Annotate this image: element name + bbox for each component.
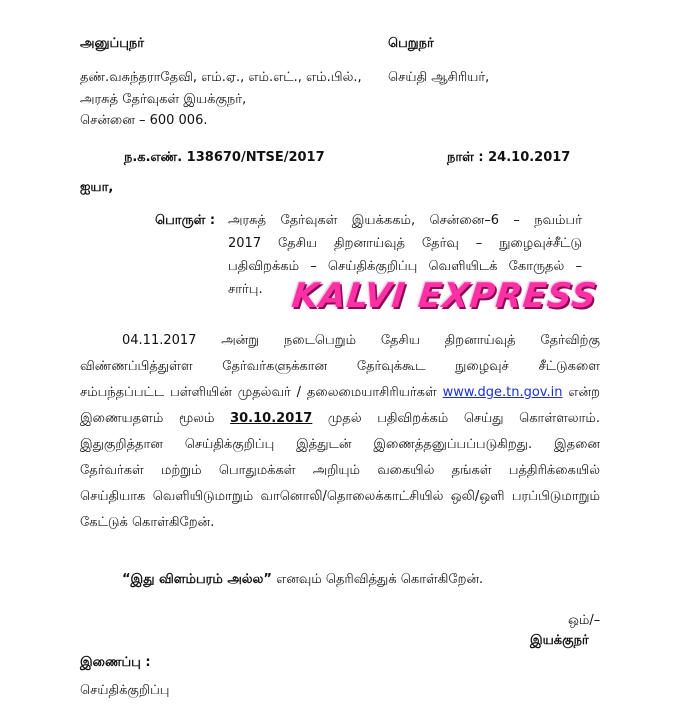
sender-heading: அனுப்புநர் xyxy=(80,36,145,51)
body-line-4-end: முதல் பதிவிறக்கம் செய்து கொள்ளலாம். xyxy=(327,411,600,426)
recipient-title: செய்தி ஆசிரியர், xyxy=(388,70,490,85)
notice-line xyxy=(122,572,483,588)
letter-date: நாள் : 24.10.2017 xyxy=(447,150,571,165)
salutation: ஐயா, xyxy=(80,180,114,195)
enclosure-heading: இணைப்பு : xyxy=(80,655,151,670)
subject-line-3: பதிவிறக்கம் – செய்திக்குறிப்பு வெளியிடக் கோருதல் – xyxy=(228,259,582,274)
subject-line-4: சார்பு. xyxy=(228,282,263,297)
subject-line-1: அரசுத் தேர்வுகள் இயக்ககம், சென்னை–6 – நவம்பர் xyxy=(228,213,582,228)
download-date: 30.10.2017 xyxy=(230,411,313,426)
body-line-5: இதுகுறித்தான செய்திக்குறிப்பு இத்துடன் இணைத்தனுப்பப்படுகிறது. இதனை xyxy=(80,437,600,452)
notice-rest: எனவும் தெரிவித்துக் கொள்கிறேன். xyxy=(276,572,484,587)
body-line-3 xyxy=(80,385,600,401)
body-line-6: தேர்வர்கள் மற்றும் பொதுமக்கள் அறியும் வகையில் தங்கள் பத்திரிக்கையில் xyxy=(80,463,600,478)
enclosure-item: செய்திக்குறிப்பு xyxy=(80,683,170,698)
subject-line-2: 2017 தேசிய திறனாய்வுத் தேர்வு – நுழைவுச்சீட்டு xyxy=(228,236,582,251)
reference-number: ந.க.எண். 138670/NTSE/2017 xyxy=(124,150,325,165)
body-line-3-end: என்ற xyxy=(568,385,601,400)
body-line-4-text: இணையதளம் மூலம் xyxy=(80,411,215,426)
signatory-title: இயக்குநர் xyxy=(530,633,589,648)
body-line-4 xyxy=(80,411,600,427)
watermark-logo: KALVI EXPRESS xyxy=(289,276,600,316)
body-line-2: விண்ணப்பித்துள்ள தேர்வர்களுக்கான தேர்வுக்கூட நுழைவுச் சீட்டுகளை xyxy=(80,359,600,374)
dge-website-link[interactable]: www.dge.tn.gov.in xyxy=(442,385,563,400)
subject-label: பொருள் : xyxy=(155,213,216,228)
sender-designation: அரசுத் தேர்வுகள் இயக்குநர், xyxy=(80,92,247,107)
body-line-8: கேட்டுக் கொள்கிறேன். xyxy=(80,515,215,530)
signature-mark: ஒம்/– xyxy=(568,613,601,628)
not-advertisement-note: “இது விளம்பரம் அல்ல” xyxy=(122,572,272,587)
recipient-heading: பெறுநர் xyxy=(388,36,434,51)
body-line-1: 04.11.2017 அன்று நடைபெறும் தேசிய திறனாய்வுத் தேர்விற்கு xyxy=(122,333,600,348)
body-line-7: செய்தியாக வெளியிடுமாறும் வானொலி/தொலைக்காட்சியில் ஒலி/ஒளி பரப்பிடுமாறும் xyxy=(80,489,600,504)
sender-city: சென்னை – 600 006. xyxy=(80,113,208,128)
sender-name: தண்.வசுந்தராதேவி, எம்.ஏ., எம்.எட்., எம்.பில்., xyxy=(80,70,362,85)
body-line-3-text: சம்பந்தப்பட்ட பள்ளியின் முதல்வர் / தலைமையாசிரியர்கள் xyxy=(80,385,437,400)
